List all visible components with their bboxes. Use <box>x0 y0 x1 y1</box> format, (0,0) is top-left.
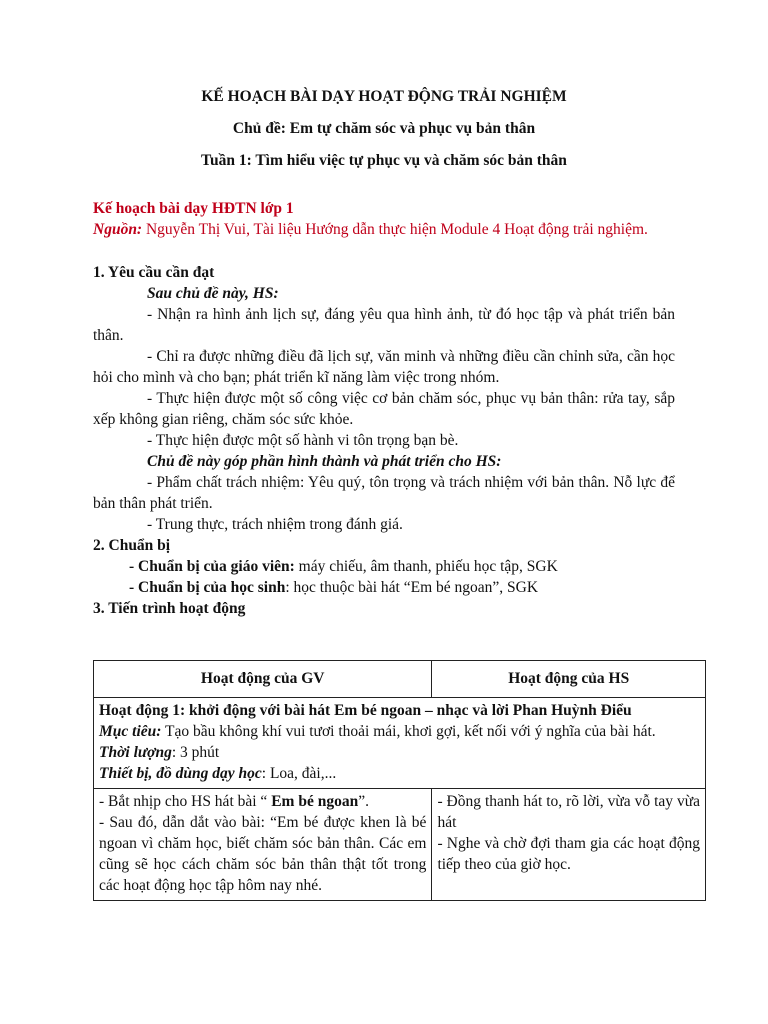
equipment-text: : Loa, đài,... <box>261 765 337 782</box>
quality-item: - Trung thực, trách nhiệm trong đánh giá. <box>147 516 403 533</box>
teacher-prep-label: - Chuẩn bị của giáo viên: <box>129 558 295 575</box>
teacher-prep-text: máy chiếu, âm thanh, phiếu học tập, SGK <box>294 558 558 575</box>
activity-info-row <box>94 698 706 789</box>
section1-subheading-1: Sau chủ đề này, HS: <box>147 285 279 302</box>
teacher-step-1-a: - Bắt nhịp cho HS hát bài “ <box>99 793 272 810</box>
table-header-row <box>94 661 706 698</box>
activity-goal <box>99 721 700 742</box>
section2-heading: 2. Chuẩn bị <box>93 537 171 554</box>
document-page <box>93 84 675 619</box>
source-line <box>93 219 675 240</box>
section1-subheading-2: Chủ đề này góp phần hình thành và phát triển cho HS: <box>147 453 502 470</box>
document-title: KẾ HOẠCH BÀI DẠY HOẠT ĐỘNG TRẢI NGHIỆM <box>201 88 567 105</box>
activity-info-cell <box>94 698 706 789</box>
activity-equipment <box>99 763 700 784</box>
activity-content-row <box>94 789 706 901</box>
source-label: Nguồn: <box>93 221 143 238</box>
student-prep-label: - Chuẩn bị của học sinh <box>129 579 286 596</box>
week-heading: Tuần 1: Tìm hiểu việc tự phục vụ và chăm sóc bản thân <box>201 152 567 169</box>
teacher-step-2: - Sau đó, dẫn dắt vào bài: “Em bé được khen là bé ngoan vì chăm học, biết chăm sóc bản thân. Các em cũng sẽ học cách chăm sóc bản thân thật tốt trong các hoạt động học tập hôm nay nhé. <box>99 814 427 894</box>
equipment-label: Thiết bị, đồ dùng dạy học <box>99 765 262 782</box>
requirement-item: - Thực hiện được một số hành vi tôn trọng bạn bè. <box>147 432 459 449</box>
student-activity-cell <box>432 789 706 901</box>
quality-item: - Phẩm chất trách nhiệm: Yêu quý, tôn trọng và trách nhiệm với bản thân. Nỗ lực để bản thân phát triển. <box>93 474 675 512</box>
source-block <box>93 198 675 240</box>
activity-table <box>93 660 706 901</box>
teacher-step-1 <box>99 791 426 812</box>
duration-text: : 3 phút <box>171 744 220 761</box>
teacher-preparation <box>93 556 675 577</box>
section-requirements <box>93 262 675 535</box>
plan-title: Kế hoạch bài dạy HĐTN lớp 1 <box>93 200 294 217</box>
goal-label: Mục tiêu: <box>99 723 162 740</box>
topic-heading: Chủ đề: Em tự chăm sóc và phục vụ bản thân <box>232 120 536 137</box>
column-header-gv: Hoạt động của GV <box>94 661 432 698</box>
section-preparation <box>93 535 675 619</box>
student-step-1: - Đồng thanh hát to, rõ lời, vừa vỗ tay vừa hát <box>437 793 700 831</box>
student-step-2: - Nghe và chờ đợi tham gia các hoạt động tiếp theo của giờ học. <box>437 835 700 873</box>
activity-duration <box>99 742 700 763</box>
goal-text: Tạo bầu không khí vui tươi thoải mái, khơi gợi, kết nối với ý nghĩa của bài hát. <box>161 723 656 740</box>
song-name: Em bé ngoan <box>271 793 359 810</box>
section1-heading: 1. Yêu cầu cần đạt <box>93 264 215 281</box>
section3-heading: 3. Tiến trình hoạt động <box>93 600 246 617</box>
requirement-item: - Nhận ra hình ảnh lịch sự, đáng yêu qua hình ảnh, từ đó học tập và phát triển bản thân. <box>93 306 675 344</box>
activity-title: Hoạt động 1: khởi động với bài hát Em bé ngoan – nhạc và lời Phan Huỳnh Điểu <box>99 702 632 719</box>
student-prep-text: : học thuộc bài hát “Em bé ngoan”, SGK <box>285 579 539 596</box>
requirement-item: - Thực hiện được một số công việc cơ bản chăm sóc, phục vụ bản thân: rửa tay, sắp xếp không gian riêng, chăm sóc sức khỏe. <box>93 390 675 428</box>
column-header-hs: Hoạt động của HS <box>432 661 706 698</box>
teacher-activity-cell <box>94 789 432 901</box>
requirement-item: - Chỉ ra được những điều đã lịch sự, văn minh và những điều cần chỉnh sửa, cần học hỏi cho mình và cho bạn; phát triển kĩ năng làm việc trong nhóm. <box>93 348 675 386</box>
source-text: Nguyễn Thị Vui, Tài liệu Hướng dẫn thực hiện Module 4 Hoạt động trải nghiệm. <box>142 221 648 238</box>
student-preparation <box>93 577 675 598</box>
duration-label: Thời lượng <box>99 744 172 761</box>
teacher-step-1-c: ”. <box>358 793 369 810</box>
